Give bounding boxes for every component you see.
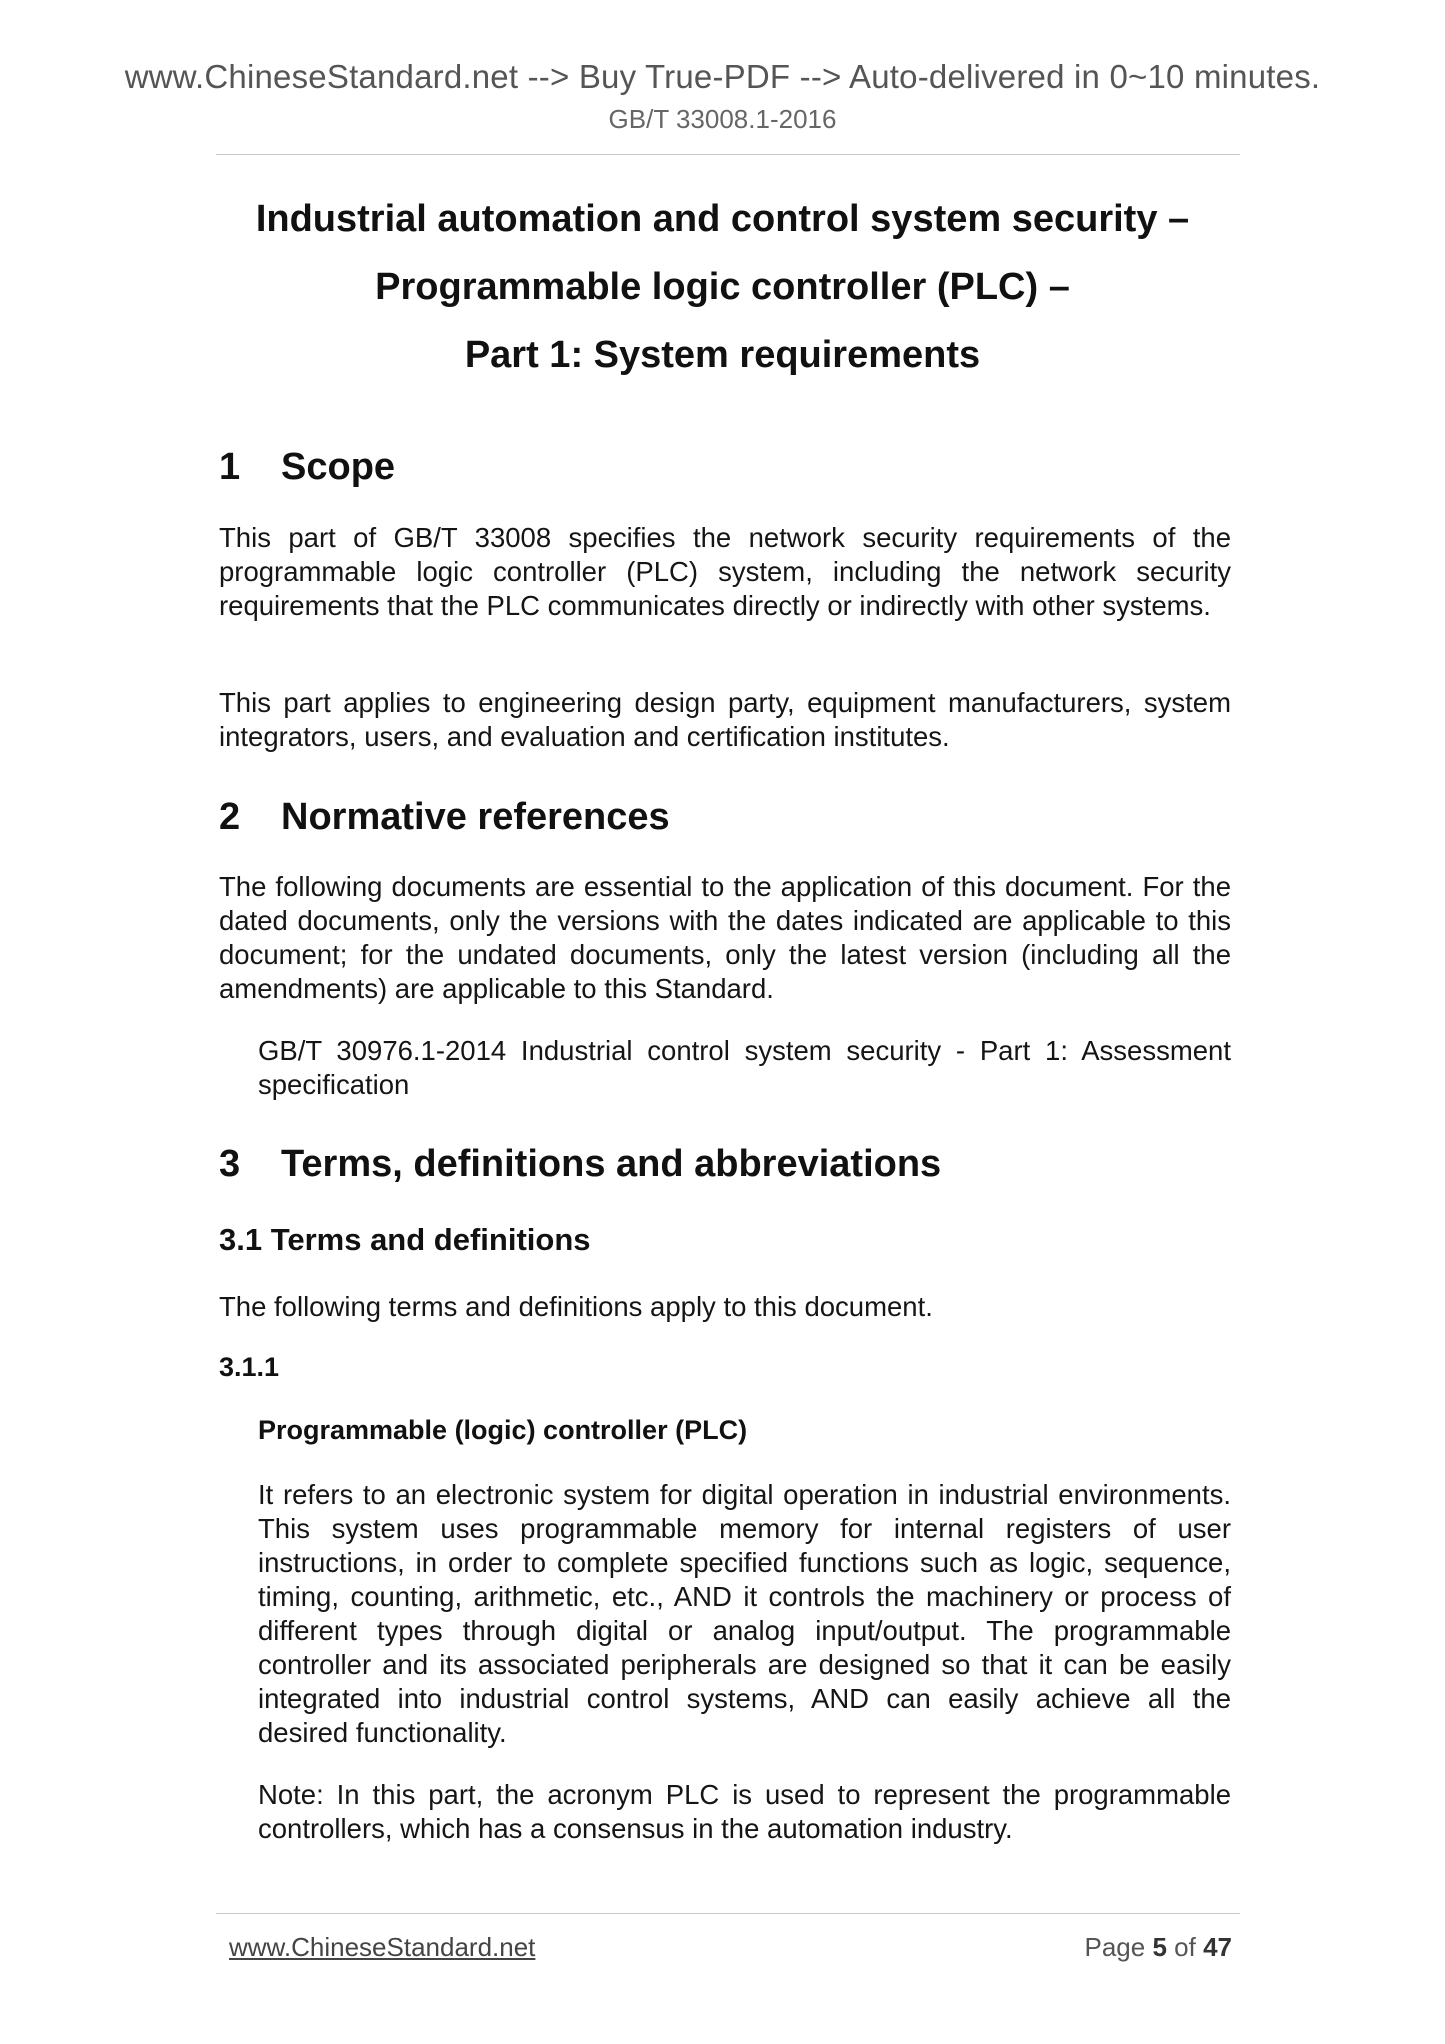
page-label: Page	[1084, 1932, 1146, 1962]
clause-number: 3.1.1	[219, 1352, 280, 1382]
document-title-line-3: Part 1: System requirements	[464, 334, 981, 376]
section-3-title: Terms, definitions and abbreviations	[281, 1143, 942, 1185]
section-1-heading	[219, 446, 395, 489]
section-3-number: 3	[219, 1143, 241, 1185]
section-1-title: Scope	[281, 446, 396, 488]
subsection-3-1-heading: 3.1 Terms and definitions	[219, 1222, 591, 1257]
header-banner[interactable]: www.ChineseStandard.net --> Buy True-PDF --> Auto-delivered in 0~10 minutes.	[124, 58, 1321, 95]
section-2-number: 2	[219, 796, 241, 838]
section-2-title: Normative references	[281, 796, 670, 838]
normative-paragraph: The following documents are essential to the application of this document. For the dated documents, only the versions with the dates indicated are applicable to this document; for the undated documents, only the latest version (including all the amendments) are applicable to this Standard.	[219, 871, 1231, 1004]
section-2-heading	[219, 796, 670, 839]
scope-paragraph-2: This part applies to engineering design party, equipment manufacturers, system integrators, users, and evaluation and certification institutes.	[219, 687, 1231, 752]
term-heading: Programmable (logic) controller (PLC)	[258, 1415, 748, 1445]
terms-intro-paragraph: The following terms and definitions apply to this document.	[219, 1291, 933, 1322]
header-standard-code: GB/T 33008.1-2016	[608, 104, 837, 134]
section-3-heading	[219, 1143, 941, 1186]
section-1-number: 1	[219, 446, 241, 488]
footer-page-number	[1084, 1932, 1232, 1963]
document-title-line-1: Industrial automation and control system security –	[255, 198, 1190, 240]
term-definition: It refers to an electronic system for digital operation in industrial environments. This system uses programmable memory for internal registers of user instructions, in order to complete specified functions such as logic, sequence, timing, counting, arithmetic, etc., AND it controls the machinery or process of different types through digital or analog input/output. The programmable controller and its associated peripherals are designed so that it can be easily integrated into industrial control systems, AND can easily achieve all the desired functionality.	[258, 1479, 1231, 1748]
scope-paragraph-1: This part of GB/T 33008 specifies the network security requirements of the programmable logic controller (PLC) system, including the network security requirements that the PLC communicates directly or indirectly with other systems.	[219, 522, 1231, 621]
document-title-line-2: Programmable logic controller (PLC) –	[375, 266, 1070, 308]
normative-reference-item: GB/T 30976.1-2014 Industrial control system security - Part 1: Assessment specification	[258, 1035, 1231, 1100]
page-total: 47	[1203, 1932, 1232, 1962]
term-note: Note: In this part, the acronym PLC is used to represent the programmable controllers, which has a consensus in the automation industry.	[258, 1779, 1231, 1844]
footer-divider	[216, 1913, 1240, 1914]
page-current: 5	[1152, 1932, 1167, 1962]
footer-website-link[interactable]: www.ChineseStandard.net	[229, 1932, 536, 1962]
header-divider	[216, 154, 1240, 155]
page-of: of	[1174, 1932, 1196, 1962]
